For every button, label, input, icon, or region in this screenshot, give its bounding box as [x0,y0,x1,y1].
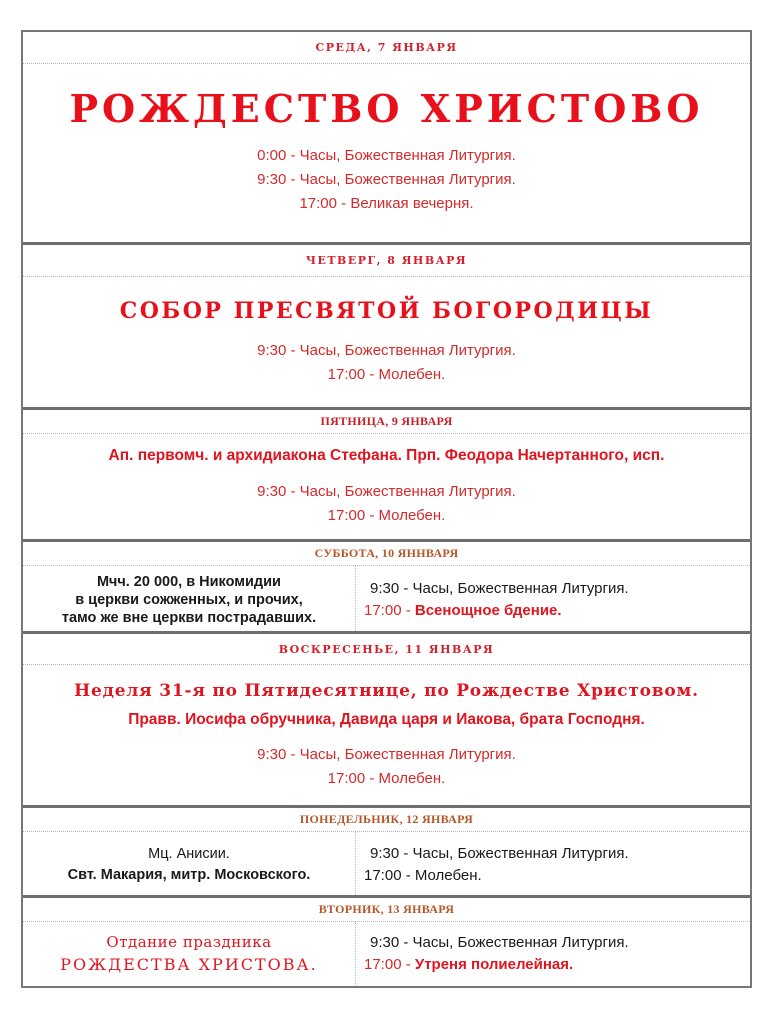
date-label: СУББОТА, 10 ЯННВАРЯ [314,546,459,560]
saints-line: Свт. Макария, митр. Московского. [67,867,311,883]
service-line [370,578,750,600]
service-line: 17:00 - Молебен. [327,507,446,524]
day-body [23,832,750,897]
service-text: Часы, Божественная Литургия. [412,579,629,597]
saints-line: Мц. Анисии. [148,846,230,862]
day-body [23,277,750,387]
day-section-wednesday [23,32,750,244]
saints-column [23,832,356,897]
service-line: 0:00 - Часы, Божественная Литургия. [257,147,516,164]
service-time: 17:00 - [364,866,411,884]
services-column [356,832,750,897]
services-column [356,922,750,986]
day-section-friday [23,407,750,541]
date-header [23,245,750,277]
service-time: 9:30 - [370,844,409,862]
service-line: 17:00 - Молебен. [327,770,446,787]
service-line [364,600,750,622]
service-list [23,743,750,791]
service-time: 17:00 - [364,956,411,973]
service-list [23,144,750,216]
feast-title: Неделя 31-я по Пятидесятнице, по Рождестве Христовом. [74,681,699,701]
date-header [23,898,750,922]
day-body [23,922,750,986]
service-time: 17:00 - [364,601,411,619]
date-header [23,32,750,64]
saints-line: тамо же вне церкви пострадавших. [61,609,317,626]
service-list [23,339,750,387]
date-label: ВТОРНИК, 13 ЯНВАРЯ [318,902,455,916]
service-line [364,865,750,887]
saints-commemoration: Ап. первомч. и архидиакона Стефана. Прп. Феодора Начертанного, исп. [108,447,665,464]
feast-title: РОЖДЕСТВО ХРИСТОВО [69,86,704,131]
date-header [23,410,750,434]
day-body [23,665,750,791]
day-section-tuesday [23,895,750,986]
service-line [370,932,750,954]
date-label: ВОСКРЕСЕНЬЕ, 11 ЯНВАРЯ [278,642,495,656]
service-text: Часы, Божественная Литургия. [412,844,629,862]
feast-line: РОЖДЕСТВА ХРИСТОВА. [60,955,318,974]
service-line: 9:30 - Часы, Божественная Литургия. [257,171,516,188]
service-line: 17:00 - Великая вечерня. [299,195,474,212]
service-time: 9:30 - [370,579,409,597]
date-label: ПЯТНИЦА, 9 ЯНВАРЯ [320,414,453,428]
feast-title: СОБОР ПРЕСВЯТОЙ БОГОРОДИЦЫ [119,298,654,324]
service-line: 9:30 - Часы, Божественная Литургия. [257,342,516,359]
service-line [370,843,750,865]
day-body [23,64,750,216]
service-list [23,480,750,528]
day-body [23,434,750,528]
service-text: Часы, Божественная Литургия. [412,934,629,951]
date-header [23,634,750,665]
date-label: СРЕДА, 7 ЯНВАРЯ [315,41,458,54]
service-time: 9:30 - [370,934,409,951]
feast-line: Отдание праздника [106,933,272,951]
day-section-monday [23,805,750,897]
saints-line: в церкви сожженных, и прочих, [75,591,303,608]
date-header [23,808,750,832]
service-line: 17:00 - Молебен. [327,366,446,383]
service-text: Всенощное бдение. [414,601,562,619]
saints-commemoration: Правв. Иосифа обручника, Давида царя и Иакова, брата Господня. [128,711,645,728]
date-header [23,542,750,566]
day-section-sunday [23,631,750,807]
date-label: ЧЕТВЕРГ, 8 ЯНВАРЯ [305,254,468,267]
date-label: ПОНЕДЕЛЬНИК, 12 ЯНВАРЯ [299,812,474,826]
schedule-sheet [21,30,752,988]
day-body [23,566,750,633]
service-line [364,954,750,976]
service-line: 9:30 - Часы, Божественная Литургия. [257,746,516,763]
service-text: Молебен. [414,866,482,884]
service-text: Утреня полиелейная. [414,956,574,973]
day-section-saturday [23,539,750,633]
day-section-thursday [23,242,750,409]
feast-column [23,922,356,986]
saints-line: Мчч. 20 000, в Никомидии [97,573,281,590]
services-column [356,566,750,633]
service-line: 9:30 - Часы, Божественная Литургия. [257,483,516,500]
saints-column [23,566,356,633]
